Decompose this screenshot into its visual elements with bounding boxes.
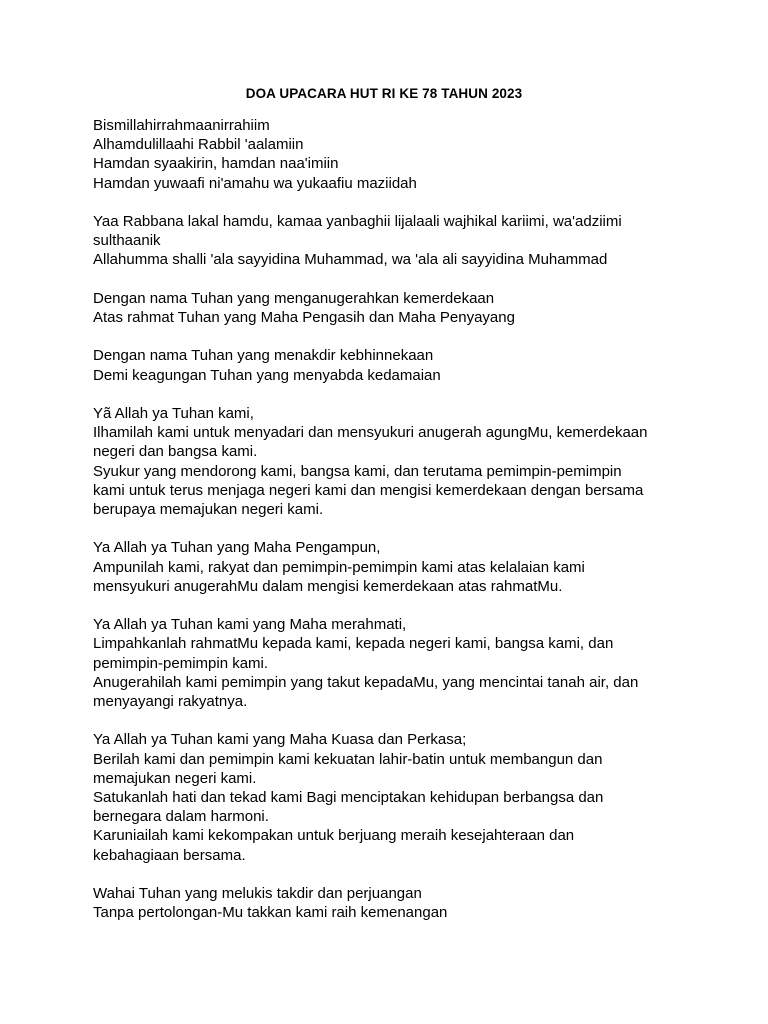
text-line: memajukan negeri kami. <box>93 769 257 787</box>
text-line: Allahumma shalli 'ala sayyidina Muhammad, wa 'ala ali sayyidina Muhammad <box>93 251 608 269</box>
paragraph-rahmat <box>93 615 713 711</box>
text-line: Tanpa pertolongan-Mu takkan kami raih kemenangan <box>93 904 448 922</box>
paragraph-ampunan <box>93 538 713 596</box>
document-title: DOA UPACARA HUT RI KE 78 TAHUN 2023 <box>245 86 523 101</box>
text-line: Ya Allah ya Tuhan kami yang Maha Kuasa dan Perkasa; <box>93 731 467 749</box>
text-line: Dengan nama Tuhan yang menakdir kebhinnekaan <box>93 347 434 365</box>
paragraph-opening-praise <box>93 116 713 193</box>
text-line: Karuniailah kami kekompakan untuk berjuang meraih kesejahteraan dan <box>93 827 575 845</box>
text-line: bernegara dalam harmoni. <box>93 808 269 826</box>
text-line: kebahagiaan bersama. <box>93 846 246 864</box>
text-line: Bismillahirrahmaanirrahiim <box>93 117 270 134</box>
text-line: Ya Allah ya Tuhan kami yang Maha merahmati, <box>93 616 407 634</box>
paragraph-kekuatan <box>93 730 713 864</box>
paragraph-kemerdekaan <box>93 289 713 327</box>
text-line: kami untuk terus menjaga negeri kami dan mengisi kemerdekaan dengan bersama <box>93 481 644 499</box>
paragraph-syukur <box>93 404 713 519</box>
text-line: berupaya memajukan negeri kami. <box>93 501 324 518</box>
text-line: Berilah kami dan pemimpin kami kekuatan lahir-batin untuk membangun dan <box>93 750 603 768</box>
text-line: Ilhamilah kami untuk menyadari dan mensyukuri anugerah agungMu, kemerdekaan <box>93 424 648 442</box>
text-line: pemimpin-pemimpin kami. <box>93 654 269 672</box>
text-line: Anugerahilah kami pemimpin yang takut kepadaMu, yang mencintai tanah air, dan <box>93 673 639 691</box>
text-line: Wahai Tuhan yang melukis takdir dan perjuangan <box>93 885 422 902</box>
text-line: Demi keagungan Tuhan yang menyabda kedamaian <box>93 366 441 384</box>
document-body <box>93 116 713 942</box>
text-line: negeri dan bangsa kami. <box>93 443 258 461</box>
text-line: Hamdan yuwaafi ni'amahu wa yukaafiu maziidah <box>93 174 417 192</box>
text-line: mensyukuri anugerahMu dalam mengisi kemerdekaan atas rahmatMu. <box>93 577 563 595</box>
text-line: Limpahkanlah rahmatMu kepada kami, kepada negeri kami, bangsa kami, dan <box>93 635 614 653</box>
text-line: sulthaanik <box>93 232 161 250</box>
text-line: Alhamdulillaahi Rabbil 'aalamiin <box>93 136 304 154</box>
text-line: Satukanlah hati dan tekad kami Bagi menciptakan kehidupan berbangsa dan <box>93 789 604 806</box>
text-line: Syukur yang mendorong kami, bangsa kami, dan terutama pemimpin-pemimpin <box>93 462 622 480</box>
text-line: Dengan nama Tuhan yang menganugerahkan kemerdekaan <box>93 289 495 307</box>
text-line: Ya Allah ya Tuhan yang Maha Pengampun, <box>93 539 381 557</box>
text-line: Yã Allah ya Tuhan kami, <box>93 404 254 422</box>
text-line: Hamdan syaakirin, hamdan naa'imiin <box>93 155 339 173</box>
paragraph-shalawat <box>93 212 713 270</box>
paragraph-kebhinnekaan <box>93 346 713 384</box>
text-line: Atas rahmat Tuhan yang Maha Pengasih dan Maha Penyayang <box>93 309 515 326</box>
text-line: Yaa Rabbana lakal hamdu, kamaa yanbaghii lijalaali wajhikal kariimi, wa'adziimi <box>93 213 622 230</box>
text-line: menyayangi rakyatnya. <box>93 693 248 710</box>
paragraph-penutup <box>93 884 713 922</box>
text-line: Ampunilah kami, rakyat dan pemimpin-pemimpin kami atas kelalaian kami <box>93 558 585 576</box>
